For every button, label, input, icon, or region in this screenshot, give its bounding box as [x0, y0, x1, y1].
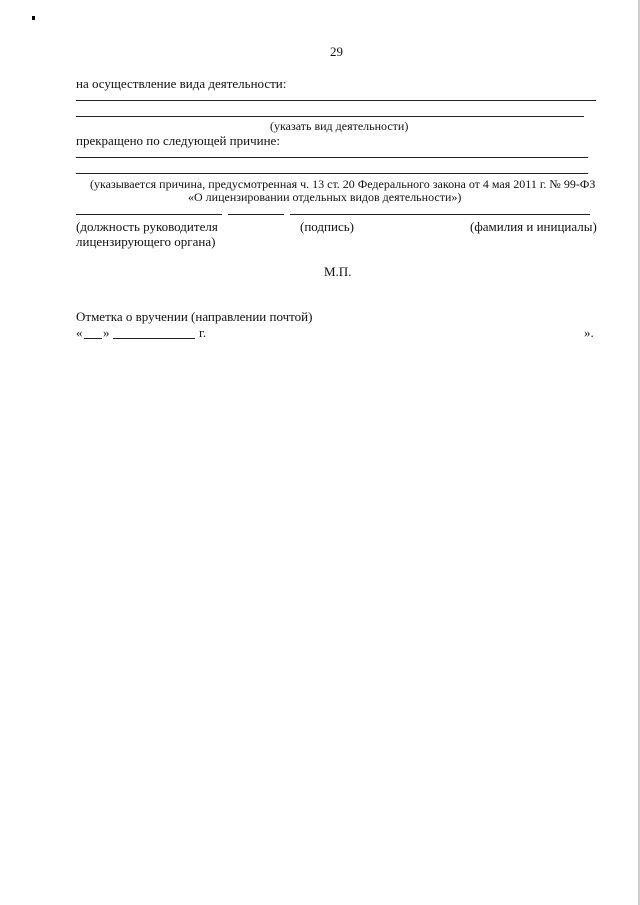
date-day-fill [84, 338, 102, 339]
reason-fill-line-1 [76, 157, 588, 158]
name-label: (фамилия и инициалы) [470, 219, 597, 234]
position-label-line1: (должность руководителя [76, 219, 218, 234]
position-fill-line [76, 214, 222, 215]
delivery-mark-label: Отметка о вручении (направлении почтой) [76, 309, 313, 324]
scan-mark [32, 16, 35, 20]
signature-fill-line [228, 214, 284, 215]
position-label-line2: лицензирующего органа) [76, 234, 216, 249]
date-month-fill [113, 338, 195, 339]
page-number: 29 [330, 44, 343, 59]
activity-fill-line-1 [76, 100, 596, 101]
stamp-place: М.П. [324, 264, 352, 279]
date-open-quote: « [76, 325, 83, 340]
intro-text: на осуществление вида деятельности: [76, 76, 287, 91]
signature-label: (подпись) [300, 219, 354, 234]
name-fill-line [290, 214, 590, 215]
reason-intro: прекращено по следующей причине: [76, 133, 280, 148]
date-year-suffix: г. [199, 325, 207, 340]
date-close-quote: » [103, 325, 110, 340]
reason-fill-line-2 [76, 173, 588, 174]
date-closing: ». [584, 325, 594, 340]
activity-fill-line-2 [76, 116, 584, 117]
activity-caption: (указать вид деятельности) [270, 119, 409, 133]
reason-caption-line2: «О лицензировании отдельных видов деятельности») [188, 190, 462, 204]
reason-caption-line1: (указывается причина, предусмотренная ч. 13 ст. 20 Федерального закона от 4 мая 2011 г. № 99-ФЗ [90, 177, 596, 191]
